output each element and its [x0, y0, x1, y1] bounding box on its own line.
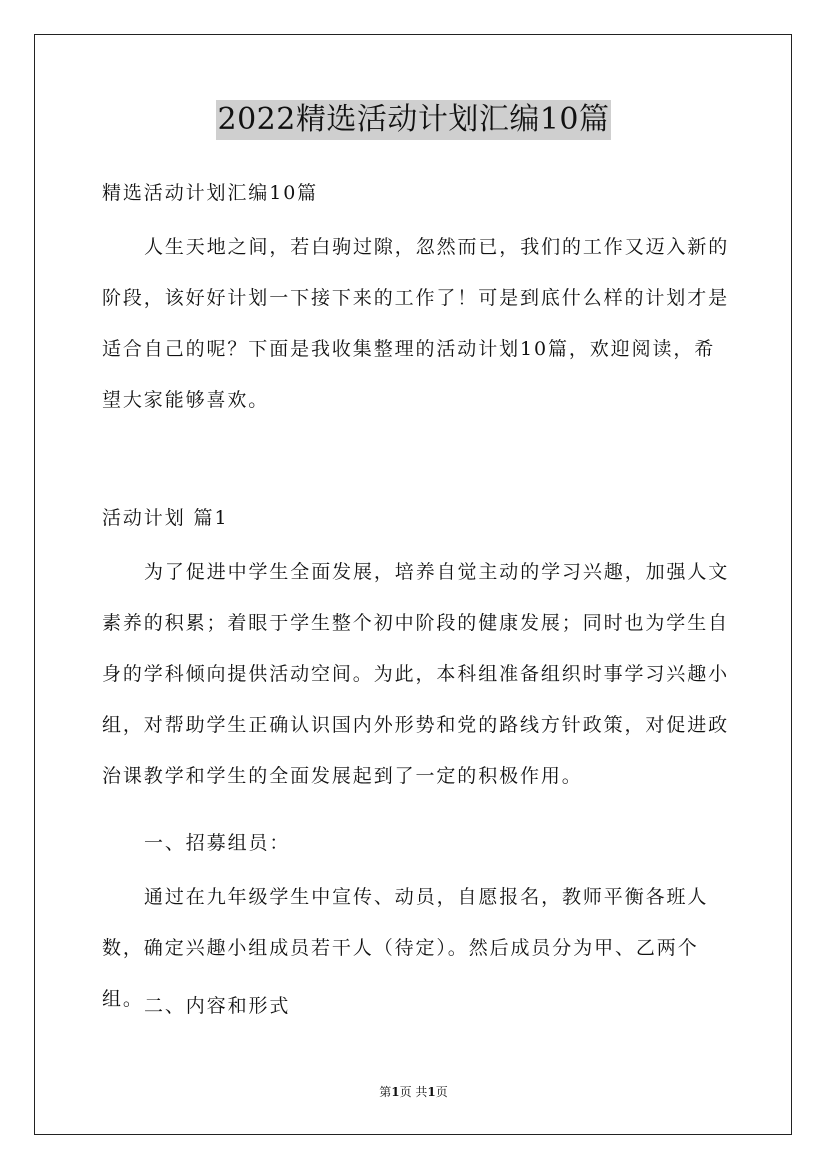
footer-current-page: 1 [391, 1085, 400, 1099]
section-paragraph: 为了促进中学生全面发展，培养自觉主动的学习兴趣，加强人文素养的积累；着眼于学生整个初中阶段的健康发展；同时也为学生自身的学科倾向提供活动空间。为此，本科组准备组织时事学习兴趣小组，对帮助学生正确认识国内外形势和党的路线方针政策，对促进政治课教学和学生的全面发展起到了一定的积极作用。 [102, 561, 730, 787]
item1-body: 通过在九年级学生中宣传、动员，自愿报名，教师平衡各班人数，确定兴趣小组成员若干人（待定）。然后成员分为甲、乙两个组。 [102, 886, 709, 1010]
page-footer [0, 1084, 827, 1100]
footer-suffix: 页 [435, 1085, 448, 1099]
item1-heading: 一、招募组员： [144, 832, 291, 854]
item2-heading: 二、内容和形式 [144, 995, 291, 1017]
document-title: 2022精选活动计划汇编10篇 [216, 100, 610, 140]
footer-prefix: 第 [379, 1085, 392, 1099]
footer-mid: 页 共 [399, 1085, 428, 1099]
section-heading: 活动计划 篇1 [102, 507, 229, 529]
intro-paragraph: 人生天地之间，若白驹过隙，忽然而已，我们的工作又迈入新的阶段，该好好计划一下接下来的工作了！可是到底什么样的计划才是适合自己的呢？下面是我收集整理的活动计划10篇，欢迎阅读，希望大家能够喜欢。 [102, 236, 730, 411]
title-block [0, 100, 827, 140]
document-subtitle: 精选活动计划汇编10篇 [102, 182, 319, 204]
footer-total-pages: 1 [427, 1085, 436, 1099]
